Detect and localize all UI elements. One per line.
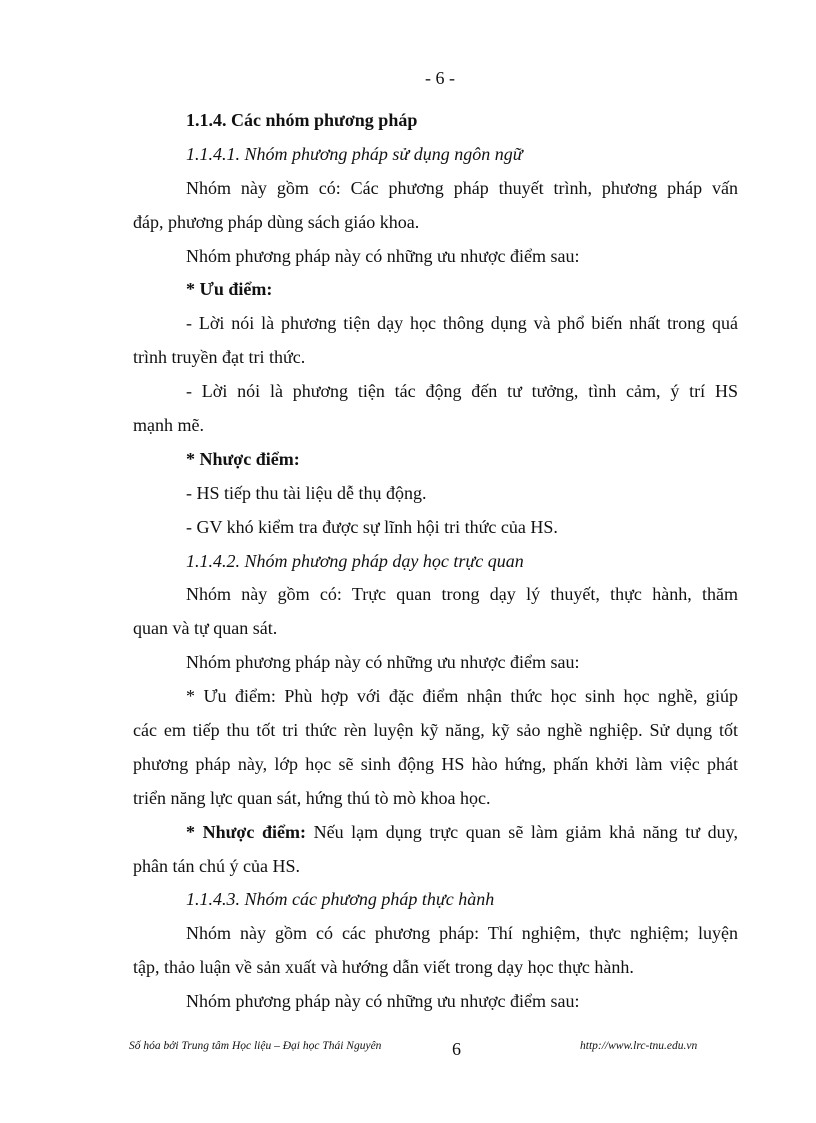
paragraph-text: Nếu lạm dụng trực quan sẽ làm giảm khả năng tư duy, (313, 821, 738, 842)
paragraph-line: Nhóm này gồm có: Các phương pháp thuyết trình, phương pháp vấn (186, 177, 738, 198)
paragraph-line: mạnh mẽ. (133, 415, 204, 436)
paragraph-line: Nhóm phương pháp này có những ưu nhược điểm sau: (186, 991, 580, 1012)
paragraph-line: triển năng lực quan sát, hứng thú tò mò khoa học. (133, 787, 491, 808)
paragraph-line: * Ưu điểm: Phù hợp với đặc điểm nhận thức học sinh học nghề, giúp (186, 686, 738, 707)
advantages-heading: * Ưu điểm: (186, 279, 273, 300)
paragraph-line: - GV khó kiểm tra được sự lĩnh hội tri thức của HS. (186, 516, 558, 537)
paragraph-line: - Lời nói là phương tiện tác động đến tư tưởng, tình cảm, ý trí HS (186, 381, 738, 402)
paragraph-line: phân tán chú ý của HS. (133, 855, 300, 876)
disadvantages-label: * Nhược điểm: (186, 821, 306, 842)
disadvantages-heading: * Nhược điểm: (186, 448, 300, 469)
paragraph-line: trình truyền đạt tri thức. (133, 347, 306, 368)
paragraph-line: - Lời nói là phương tiện dạy học thông dụng và phổ biến nhất trong quá (186, 313, 738, 334)
paragraph-line: - HS tiếp thu tài liệu dễ thụ động. (186, 482, 427, 503)
paragraph-line: quan và tự quan sát. (133, 618, 278, 639)
subsection-heading: 1.1.4.1. Nhóm phương pháp sử dụng ngôn ngữ (186, 143, 523, 164)
paragraph-line: tập, thảo luận về sản xuất và hướng dẫn viết trong dạy học thực hành. (133, 957, 634, 978)
document-body (133, 102, 738, 1017)
paragraph-line: các em tiếp thu tốt tri thức rèn luyện kỹ năng, kỹ sảo nghề nghiệp. Sử dụng tốt (133, 720, 738, 741)
subsection-heading: 1.1.4.2. Nhóm phương pháp dạy học trực quan (186, 550, 524, 571)
footer-url: http://www.lrc-tnu.edu.vn (580, 1040, 698, 1052)
paragraph-line: Nhóm phương pháp này có những ưu nhược điểm sau: (186, 245, 580, 266)
paragraph-line (186, 814, 738, 848)
section-heading: 1.1.4. Các nhóm phương pháp (186, 110, 418, 130)
footer-page-number: 6 (452, 1039, 461, 1059)
footer-source: Số hóa bởi Trung tâm Học liệu – Đại học Thái Nguyên (129, 1040, 382, 1052)
paragraph-line: Nhóm phương pháp này có những ưu nhược điểm sau: (186, 652, 580, 673)
paragraph-line: phương pháp này, lớp học sẽ sinh động HS hào hứng, phấn khởi làm việc phát (133, 753, 738, 774)
paragraph-line: Nhóm này gồm có các phương pháp: Thí nghiệm, thực nghiệm; luyện (186, 923, 738, 944)
subsection-heading: 1.1.4.3. Nhóm các phương pháp thực hành (186, 889, 495, 910)
paragraph-line: Nhóm này gồm có: Trực quan trong dạy lý thuyết, thực hành, thăm (186, 584, 738, 605)
page-marker-top: - 6 - (425, 68, 455, 88)
paragraph-line: đáp, phương pháp dùng sách giáo khoa. (133, 211, 420, 232)
